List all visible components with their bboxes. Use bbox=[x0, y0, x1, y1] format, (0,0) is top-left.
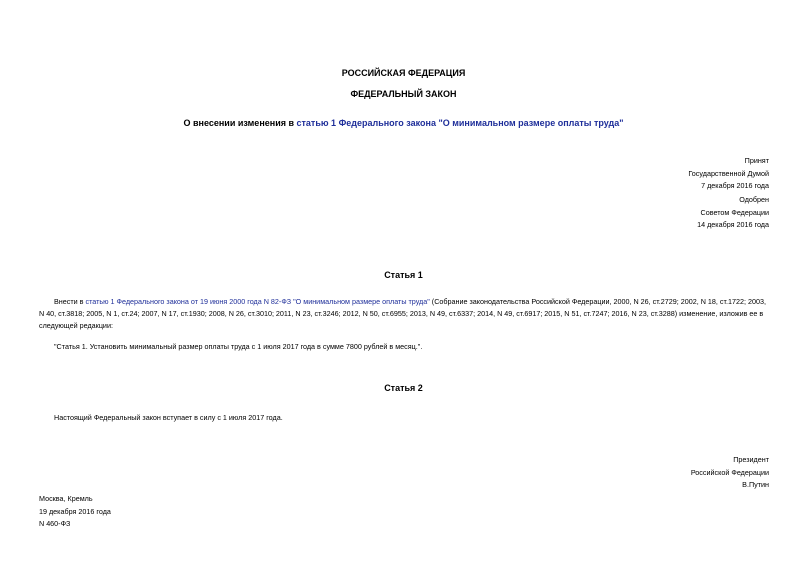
article-1-quote: "Статья 1. Установить минимальный размер оплаты труда с 1 июля 2017 года в сумме 7800 рублей в месяц.". bbox=[54, 342, 423, 351]
accepted-by: Государственной Думой bbox=[688, 168, 769, 178]
article-1-suffix: (Собрание законодательства Российской Федерации, 2000, N 26, ст.2729; 2002, N 18, ст.1722; 2003, N 40, ст.3818; 2005, N 1, ст.24; 2007, N 17, ст.1930; 2008, N 26, ст.3010; 2011, N 23, ст.3246; 2012, N 50, ст.6955; 2013, N 49, ст.6337; 2014, N 49, ст.6917; 2015, N 51, ст.7247; 2016, N 23, ст.3288) изменение, изложив ее в следующей редакции: bbox=[39, 297, 766, 330]
article-2-text: Настоящий Федеральный закон вступает в силу с 1 июля 2017 года. bbox=[54, 413, 283, 422]
footer-number: N 460-ФЗ bbox=[39, 519, 71, 528]
footer-block bbox=[39, 493, 111, 531]
approved-label: Одобрен bbox=[739, 195, 769, 204]
law-title-link[interactable]: статью 1 Федерального закона "О минимальном размере оплаты труда" bbox=[296, 118, 624, 128]
article-1-heading: Статья 1 bbox=[384, 270, 423, 280]
approved-by: Советом Федерации bbox=[700, 207, 769, 217]
adoption-approved-block bbox=[697, 194, 769, 232]
signature-title: Президент bbox=[733, 455, 769, 464]
law-title bbox=[0, 118, 807, 128]
doc-type-heading: ФЕДЕРАЛЬНЫЙ ЗАКОН bbox=[350, 89, 457, 99]
signature-name: В.Путин bbox=[742, 480, 769, 489]
approved-date: 14 декабря 2016 года bbox=[697, 220, 769, 229]
footer-place: Москва, Кремль bbox=[39, 494, 93, 503]
article-1-prefix: Внести в bbox=[54, 297, 86, 306]
accepted-label: Принят bbox=[744, 156, 769, 165]
article-1-link[interactable]: статью 1 Федерального закона от 19 июня 2000 года N 82-ФЗ "О минимальном размере оплаты труда" bbox=[85, 297, 430, 306]
accepted-date: 7 декабря 2016 года bbox=[701, 181, 769, 190]
country-heading: РОССИЙСКАЯ ФЕДЕРАЦИЯ bbox=[341, 68, 466, 78]
article-1-paragraph bbox=[39, 296, 770, 331]
adoption-accepted-block bbox=[688, 155, 769, 193]
law-title-prefix: О внесении изменения в bbox=[183, 118, 297, 128]
signature-org: Российской Федерации bbox=[690, 467, 769, 477]
footer-date: 19 декабря 2016 года bbox=[39, 506, 111, 516]
signature-block bbox=[691, 454, 769, 492]
article-2-heading: Статья 2 bbox=[384, 383, 423, 393]
